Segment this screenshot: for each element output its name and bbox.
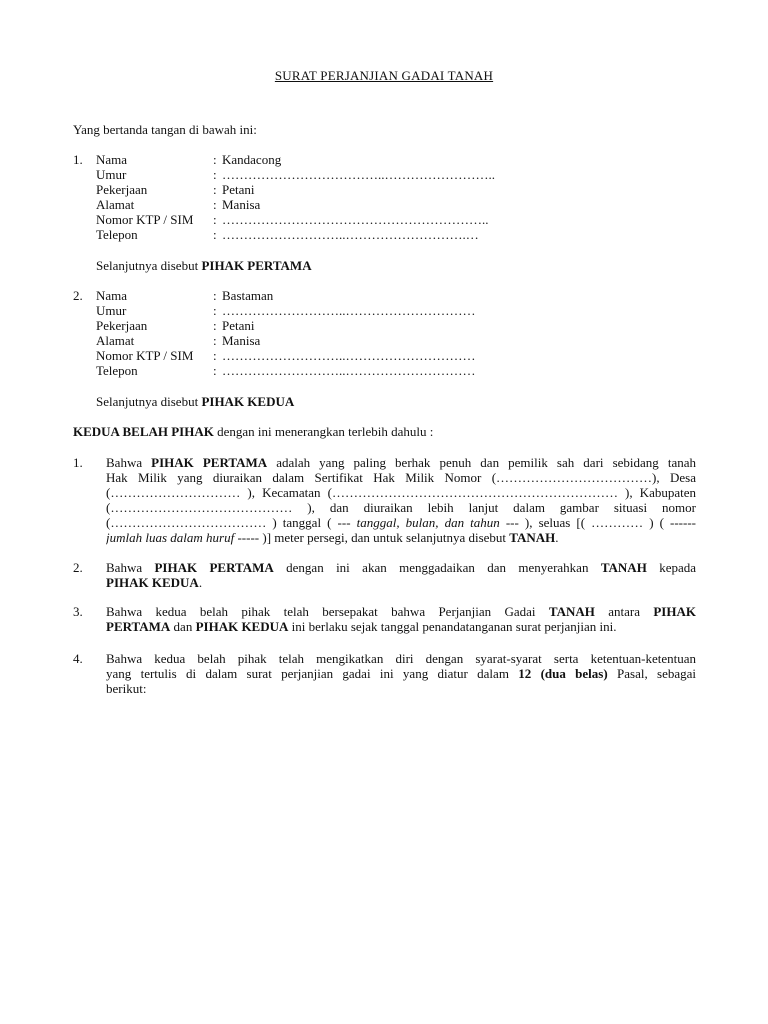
text-run: Pasal, sebagai xyxy=(607,666,696,681)
field-colon: : xyxy=(213,227,217,242)
clause-text xyxy=(106,651,696,696)
field-value: Manisa xyxy=(222,333,261,348)
clause-line xyxy=(106,681,696,696)
text-run-bold: 12 (dua belas) xyxy=(518,666,608,681)
text-run-italic: jumlah luas dalam huruf xyxy=(106,530,235,545)
clause-text xyxy=(106,604,696,634)
clause-number: 4. xyxy=(73,651,83,666)
designation-prefix: Selanjutnya disebut xyxy=(96,258,199,273)
field-alamat xyxy=(96,333,476,348)
field-colon: : xyxy=(213,303,217,318)
designation-name: PIHAK KEDUA xyxy=(201,394,295,409)
clause-line xyxy=(106,575,696,590)
text-run: dan xyxy=(170,619,196,634)
text-run: Bahwa kedua belah pihak telah bersepakat bahwa Perjanjian Gadai xyxy=(106,604,549,619)
field-label: Alamat xyxy=(96,333,135,348)
field-value: ………………………..………………………… xyxy=(222,303,476,318)
field-label: Nomor KTP / SIM xyxy=(96,348,194,363)
field-colon: : xyxy=(213,152,217,167)
clause-number: 1. xyxy=(73,455,83,470)
field-telepon xyxy=(96,227,495,242)
field-label: Nama xyxy=(96,288,128,303)
field-value: Manisa xyxy=(222,197,261,212)
text-run-bold: TANAH xyxy=(509,530,556,545)
text-run: Bahwa xyxy=(106,560,155,575)
text-run: (……………………………… ) tanggal ( --- xyxy=(106,515,357,530)
clause-line xyxy=(106,485,696,500)
field-label: Alamat xyxy=(96,197,135,212)
field-label: Pekerjaan xyxy=(96,318,148,333)
recital-heading-bold: KEDUA BELAH PIHAK xyxy=(73,424,214,439)
field-colon: : xyxy=(213,363,217,378)
text-run-bold: PIHAK PERTAMA xyxy=(151,455,268,470)
party-1-designation xyxy=(96,258,312,273)
designation-prefix: Selanjutnya disebut xyxy=(96,394,199,409)
party-number: 1. xyxy=(73,152,83,167)
field-alamat xyxy=(96,197,495,212)
field-telepon xyxy=(96,363,476,378)
clause-text xyxy=(106,455,696,545)
text-run: dengan ini akan menggadaikan dan menyerahkan xyxy=(273,560,601,575)
field-label: Nama xyxy=(96,152,128,167)
text-run: yang tertulis di dalam surat perjanjian gadai ini yang diatur dalam xyxy=(106,666,519,681)
clause-line xyxy=(106,560,696,575)
text-run-bold: TANAH xyxy=(600,560,647,575)
text-run-bold: PIHAK KEDUA xyxy=(106,575,199,590)
field-ktp xyxy=(96,348,476,363)
clause-line xyxy=(106,666,696,681)
field-label: Nomor KTP / SIM xyxy=(96,212,194,227)
field-label: Umur xyxy=(96,167,127,182)
text-run: Bahwa kedua belah pihak telah mengikatkan diri dengan syarat-syarat serta ketentuan-ketentuan xyxy=(106,651,696,666)
field-nama xyxy=(96,288,476,303)
text-run: antara xyxy=(594,604,654,619)
text-run-bold: PIHAK xyxy=(653,604,696,619)
clause-number: 2. xyxy=(73,560,83,575)
party-number: 2. xyxy=(73,288,83,303)
party-2-designation xyxy=(96,394,294,409)
text-run-bold: TANAH xyxy=(548,604,595,619)
field-colon: : xyxy=(213,167,217,182)
field-label: Telepon xyxy=(96,363,138,378)
text-run: --- ), seluas [( ………… ) ( ------ xyxy=(499,515,696,530)
clause-line xyxy=(106,470,696,485)
field-value: ………………………..………………………… xyxy=(222,348,476,363)
clause-number: 3. xyxy=(73,604,83,619)
text-run: kepada xyxy=(646,560,696,575)
clause-line xyxy=(106,530,696,545)
clause-line xyxy=(106,455,696,470)
field-value: Bastaman xyxy=(222,288,274,303)
field-ktp xyxy=(96,212,495,227)
party-2-fields xyxy=(96,288,476,378)
text-run: adalah yang paling berhak penuh dan pemilik sah dari sebidang tanah xyxy=(267,455,696,470)
text-run: (………………………… ), Kecamatan (………………………………………………………… ), Kabupaten xyxy=(106,485,696,500)
text-run: Hak Milik yang diuraikan dalam Sertifikat Hak Milik Nomor (………………………………), Desa xyxy=(106,470,696,485)
field-value: Petani xyxy=(222,182,255,197)
text-run-bold: PIHAK KEDUA xyxy=(195,619,289,634)
field-value: ………………………..……………………….… xyxy=(222,227,479,242)
text-run: ini berlaku sejak tanggal penandatanganan surat perjanjian ini. xyxy=(288,619,617,634)
clause-line xyxy=(106,619,696,634)
recital-heading xyxy=(73,424,433,439)
field-value: ………………………………..…………………….. xyxy=(222,167,495,182)
field-colon: : xyxy=(213,182,217,197)
field-label: Pekerjaan xyxy=(96,182,148,197)
clause-text xyxy=(106,560,696,590)
field-colon: : xyxy=(213,288,217,303)
field-colon: : xyxy=(213,333,217,348)
text-run: (…………………………………… ), dan diuraikan lebih lanjut dalam gambar situasi nomor xyxy=(106,500,696,515)
field-pekerjaan xyxy=(96,318,476,333)
intro-text: Yang bertanda tangan di bawah ini: xyxy=(73,122,257,137)
text-run: ----- )] meter persegi, dan untuk selanjutnya disebut xyxy=(234,530,510,545)
field-value: Petani xyxy=(222,318,255,333)
field-umur xyxy=(96,303,476,318)
party-1-fields xyxy=(96,152,495,242)
designation-name: PIHAK PERTAMA xyxy=(201,258,312,273)
field-colon: : xyxy=(213,212,217,227)
field-label: Telepon xyxy=(96,227,138,242)
text-run: berikut: xyxy=(106,681,147,696)
clause-line xyxy=(106,651,696,666)
field-value: ………………………..………………………… xyxy=(222,363,476,378)
text-run-bold: PIHAK PERTAMA xyxy=(154,560,274,575)
field-value: …………………………………………………….. xyxy=(222,212,489,227)
text-run-italic: tanggal, bulan, dan tahun xyxy=(356,515,500,530)
text-run: . xyxy=(555,530,559,545)
field-colon: : xyxy=(213,318,217,333)
recital-heading-rest: dengan ini menerangkan terlebih dahulu : xyxy=(217,424,434,439)
clause-line xyxy=(106,604,696,619)
field-umur xyxy=(96,167,495,182)
text-run: Bahwa xyxy=(106,455,152,470)
text-run: . xyxy=(198,575,203,590)
field-label: Umur xyxy=(96,303,127,318)
text-run-bold: PERTAMA xyxy=(106,619,171,634)
field-colon: : xyxy=(213,348,217,363)
clause-line xyxy=(106,500,696,515)
field-value: Kandacong xyxy=(222,152,282,167)
field-colon: : xyxy=(213,197,217,212)
field-nama xyxy=(96,152,495,167)
clause-line xyxy=(106,515,696,530)
field-pekerjaan xyxy=(96,182,495,197)
document-title: SURAT PERJANJIAN GADAI TANAH xyxy=(274,68,494,83)
